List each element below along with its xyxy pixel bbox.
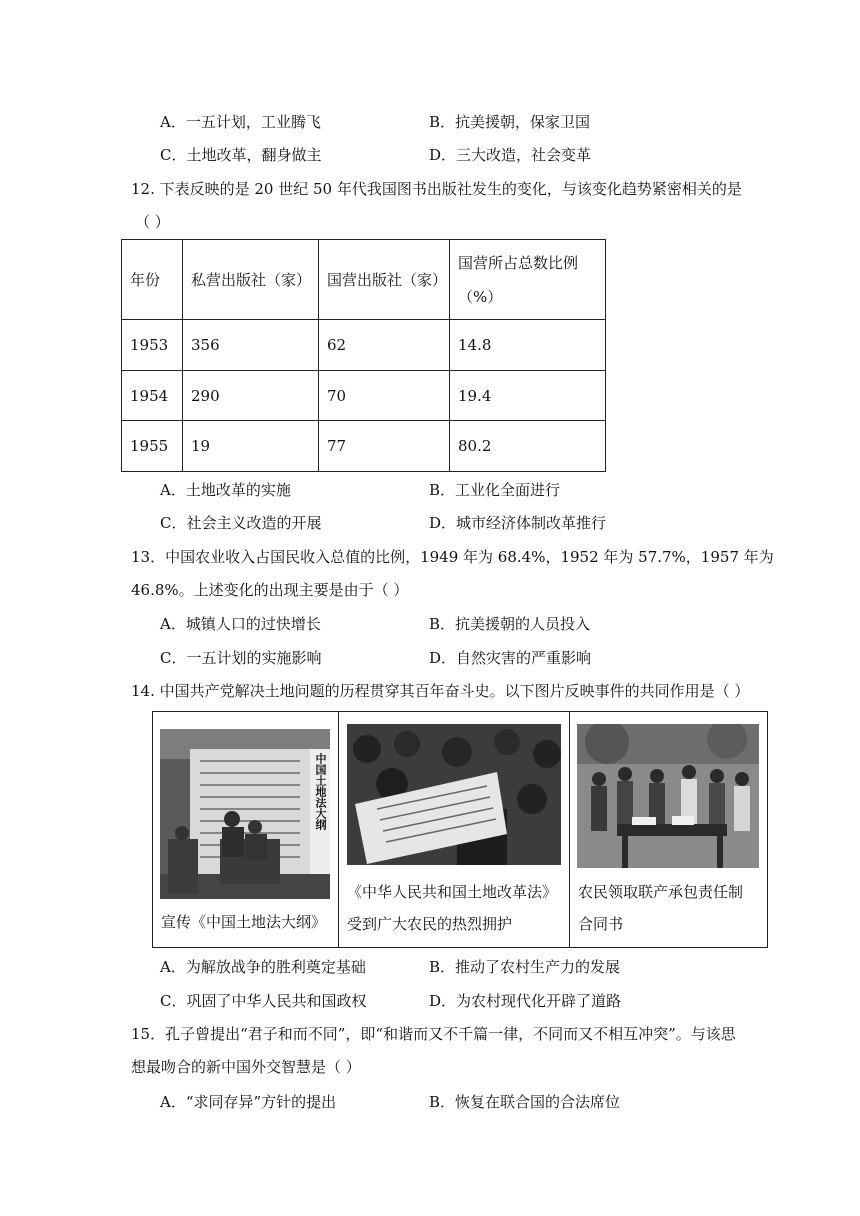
q15-stem-line1: 15．孔子曾提出“君子和而不同”，即“和谐而又不千篇一律，不同而又不相互冲突”。与该思: [131, 1025, 736, 1043]
q15-option-b: B．恢复在联合国的合法席位: [429, 1093, 621, 1111]
table-row: [122, 320, 606, 371]
cell-private: 290: [183, 371, 319, 421]
photo-2-caption-line2: 受到广大农民的热烈拥护: [347, 915, 513, 933]
q11-option-a: A．一五计划，工业腾飞: [160, 113, 321, 131]
publisher-table: [121, 239, 606, 472]
photo-cell-3: [570, 712, 767, 947]
q13-option-d: D．自然灾害的严重影响: [429, 649, 592, 667]
photo-2-caption-line1: 《中华人民共和国土地改革法》: [347, 883, 558, 901]
photo-3-caption-line2: 合同书: [578, 915, 624, 933]
q14-option-a: A．为解放战争的胜利奠定基础: [160, 958, 366, 976]
q12-option-a: A．土地改革的实施: [160, 481, 291, 499]
cell-year: 1955: [122, 421, 183, 472]
q15-stem-line2: 想最吻合的新中国外交智慧是（ ）: [131, 1058, 361, 1076]
q13-option-b: B．抗美援朝的人员投入: [429, 615, 591, 633]
cell-private: 356: [183, 320, 319, 371]
q14-option-d: D．为农村现代化开辟了道路: [429, 992, 622, 1010]
cell-state: 70: [319, 371, 450, 421]
q12-option-d: D．城市经济体制改革推行: [429, 514, 607, 532]
cell-ratio: 14.8: [450, 320, 606, 371]
q13-option-a: A．城镇人口的过快增长: [160, 615, 321, 633]
q13-stem-line1: 13．中国农业收入占国民收入总值的比例，1949 年为 68.4%，1952 年为 57.7%，1957 年为: [131, 548, 774, 566]
photo-3-caption-line1: 农民领取联产承包责任制: [578, 883, 744, 901]
header-private: 私营出版社（家）: [183, 240, 319, 320]
header-ratio: 国营所占总数比例 （%）: [450, 240, 606, 320]
q12-option-b: B．工业化全面进行: [429, 481, 561, 499]
q13-option-c: C．一五计划的实施影响: [160, 649, 322, 667]
table-row: [122, 421, 606, 472]
q14-option-c: C．巩固了中华人民共和国政权: [160, 992, 367, 1010]
cell-state: 62: [319, 320, 450, 371]
poster-title: 中国土地法大纲: [314, 753, 327, 830]
land-law-poster-photo: [160, 729, 330, 899]
q14-stem: 14. 中国共产党解决土地问题的历程贯穿其百年奋斗史。以下图片反映事件的共同作用是（ ）: [131, 682, 750, 700]
q11-option-d: D．三大改造，社会变革: [429, 146, 592, 164]
cell-ratio: 19.4: [450, 371, 606, 421]
q13-stem-line2: 46.8%。上述变化的出现主要是由于（ ）: [131, 581, 409, 599]
cell-state: 77: [319, 421, 450, 472]
q12-stem: 12. 下表反映的是 20 世纪 50 年代我国图书出版社发生的变化，与该变化趋势紧密相关的是: [131, 180, 742, 198]
q15-option-a: A．“求同存异”方针的提出: [160, 1093, 337, 1111]
photo-cell-1: [153, 712, 339, 947]
land-reform-law-photo: [347, 724, 561, 865]
cell-private: 19: [183, 421, 319, 472]
cell-year: 1953: [122, 320, 183, 371]
q12-stem-bracket: （ ）: [135, 213, 170, 231]
contract-photo: [577, 724, 759, 868]
q14-option-b: B．推动了农村生产力的发展: [429, 958, 621, 976]
photo-table: [152, 711, 768, 948]
q11-option-c: C．土地改革，翻身做主: [160, 146, 322, 164]
cell-ratio: 80.2: [450, 421, 606, 472]
table-row: [122, 371, 606, 421]
photo-cell-2: [339, 712, 570, 947]
table-header-row: [122, 240, 606, 320]
photo-1-caption: 宣传《中国土地法大纲》: [161, 913, 327, 931]
q11-option-b: B．抗美援朝，保家卫国: [429, 113, 591, 131]
q12-option-c: C．社会主义改造的开展: [160, 514, 322, 532]
header-year: 年份: [122, 240, 183, 320]
cell-year: 1954: [122, 371, 183, 421]
header-state: 国营出版社（家）: [319, 240, 450, 320]
